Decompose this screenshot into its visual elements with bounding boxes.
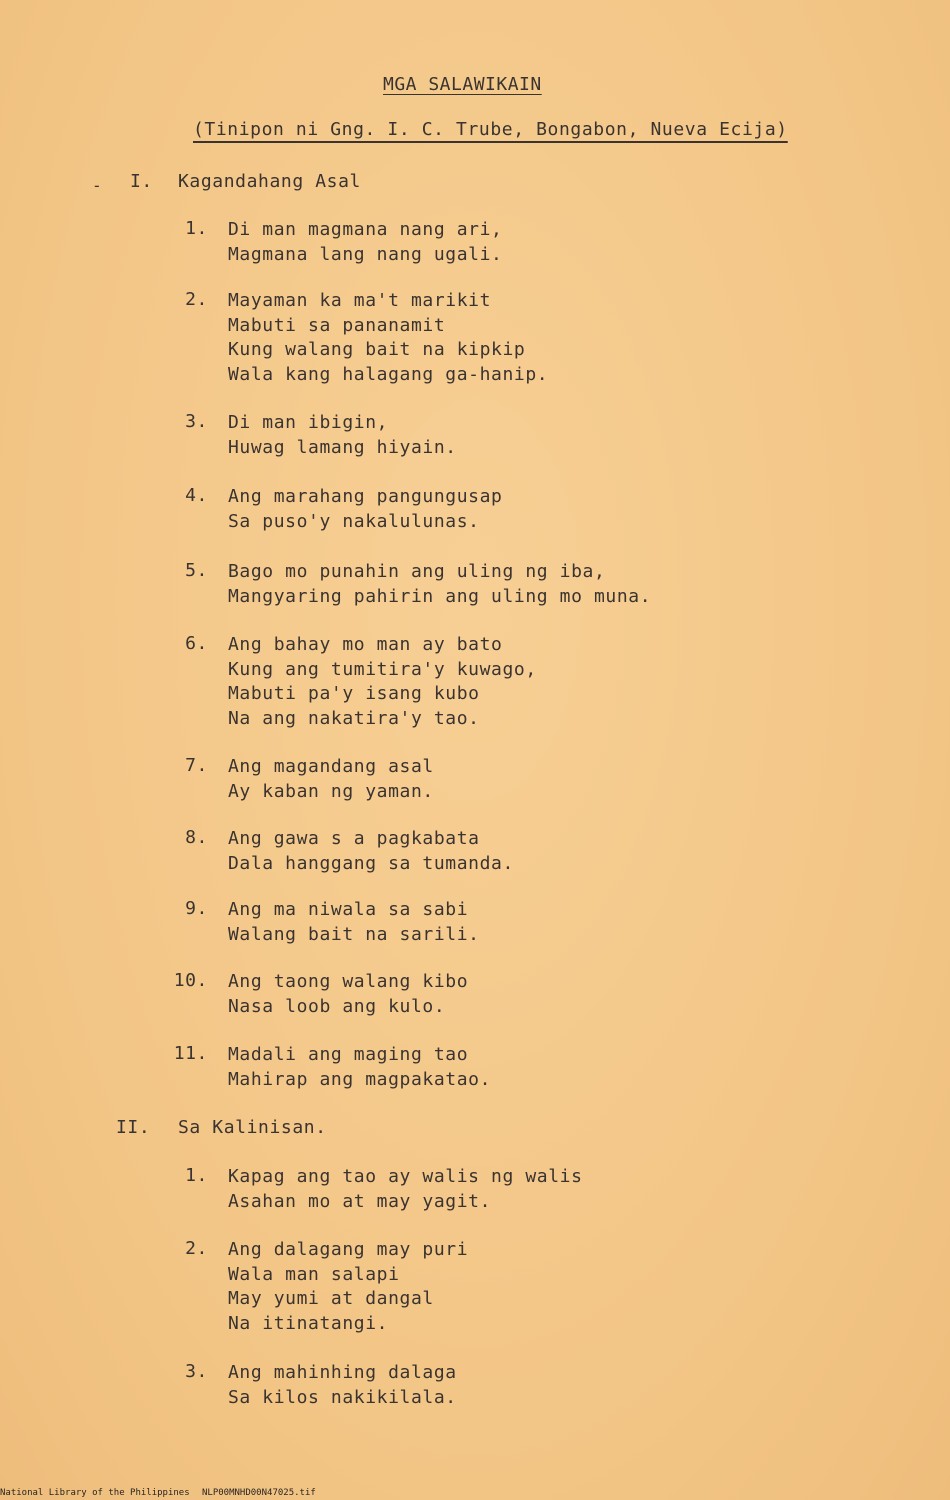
proverb-line: Bago mo punahin ang uling ng iba,	[228, 561, 606, 582]
proverb-line: Di man ibigin,	[228, 412, 389, 433]
proverb-line: Kung ang tumitira'y kuwago,	[228, 658, 537, 680]
proverb-line: Nasa loob ang kulo.	[228, 995, 446, 1017]
proverb-line: Walang bait na sarili.	[228, 923, 480, 945]
proverb-number: 1.	[185, 218, 208, 239]
proverb-line: May yumi at dangal	[228, 1288, 434, 1309]
proverb-line: Magmana lang nang ugali.	[228, 243, 503, 265]
proverb-line: Di man magmana nang ari,	[228, 219, 503, 240]
section-numeral: II.	[116, 1117, 151, 1138]
proverb-number: 10.	[173, 970, 208, 991]
proverb-number: 11.	[173, 1043, 208, 1064]
proverb-line: Kung walang bait na kipkip	[228, 339, 526, 360]
proverb-number: 6.	[185, 633, 208, 654]
proverb-number: 9.	[185, 898, 208, 919]
scan-footer	[0, 1488, 316, 1498]
proverb-number: 3.	[185, 1361, 208, 1382]
proverb-line: Ang bahay mo man ay bato	[228, 634, 503, 655]
proverb-line: Asahan mo at may yagit.	[228, 1190, 492, 1212]
proverb-line: Na itinatangi.	[228, 1312, 389, 1334]
proverb-number: 7.	[185, 755, 208, 776]
proverb-line: Kapag ang tao ay walis ng walis	[228, 1166, 583, 1187]
section-heading	[130, 171, 361, 192]
proverb-number: 5.	[185, 560, 208, 581]
proverb-line: Ang magandang asal	[228, 756, 434, 777]
section-title: Kagandahang Asal	[178, 171, 361, 192]
proverb-line: Ang gawa s a pagkabata	[228, 828, 480, 849]
footer-library: National Library of the Philippines	[0, 1488, 190, 1498]
proverb-line: Sa kilos nakikilala.	[228, 1386, 457, 1408]
margin-mark: -	[92, 176, 102, 195]
proverb-line: Mahirap ang magpakatao.	[228, 1068, 492, 1090]
section-title: Sa Kalinisan.	[178, 1117, 327, 1138]
proverb-line: Ang dalagang may puri	[228, 1239, 469, 1260]
proverb-line: Wala kang halagang ga-hanip.	[228, 363, 549, 385]
proverb-line: Na ang nakatira'y tao.	[228, 707, 480, 729]
footer-filename: NLP00MNHD00N47025.tif	[202, 1488, 316, 1498]
proverb-line: Sa puso'y nakalulunas.	[228, 510, 480, 532]
proverb-line: Huwag lamang hiyain.	[228, 436, 457, 458]
proverb-number: 8.	[185, 827, 208, 848]
proverb-line: Mabuti sa pananamit	[228, 314, 446, 336]
proverb-line: Madali ang maging tao	[228, 1044, 469, 1065]
proverb-line: Dala hanggang sa tumanda.	[228, 852, 514, 874]
proverb-number: 4.	[185, 485, 208, 506]
proverb-line: Mabuti pa'y isang kubo	[228, 683, 480, 704]
proverb-number: 3.	[185, 411, 208, 432]
proverb-line: Wala man salapi	[228, 1263, 400, 1285]
proverb-line: Ang mahinhing dalaga	[228, 1362, 457, 1383]
section-heading	[116, 1117, 327, 1138]
proverb-line: Ay kaban ng yaman.	[228, 780, 434, 802]
proverb-line: Ang ma niwala sa sabi	[228, 899, 469, 920]
document-subtitle: (Tinipon ni Gng. I. C. Trube, Bongabon, Nueva Ecija)	[193, 119, 788, 140]
proverb-number: 2.	[185, 289, 208, 310]
proverb-line: Mangyaring pahirin ang uling mo muna.	[228, 585, 652, 607]
proverb-number: 1.	[185, 1165, 208, 1186]
section-numeral: I.	[130, 171, 153, 192]
proverb-line: Mayaman ka ma't marikit	[228, 290, 492, 311]
proverb-line: Ang marahang pangungusap	[228, 486, 503, 507]
proverb-line: Ang taong walang kibo	[228, 971, 469, 992]
proverb-number: 2.	[185, 1238, 208, 1259]
document-title: MGA SALAWIKAIN	[383, 74, 542, 95]
